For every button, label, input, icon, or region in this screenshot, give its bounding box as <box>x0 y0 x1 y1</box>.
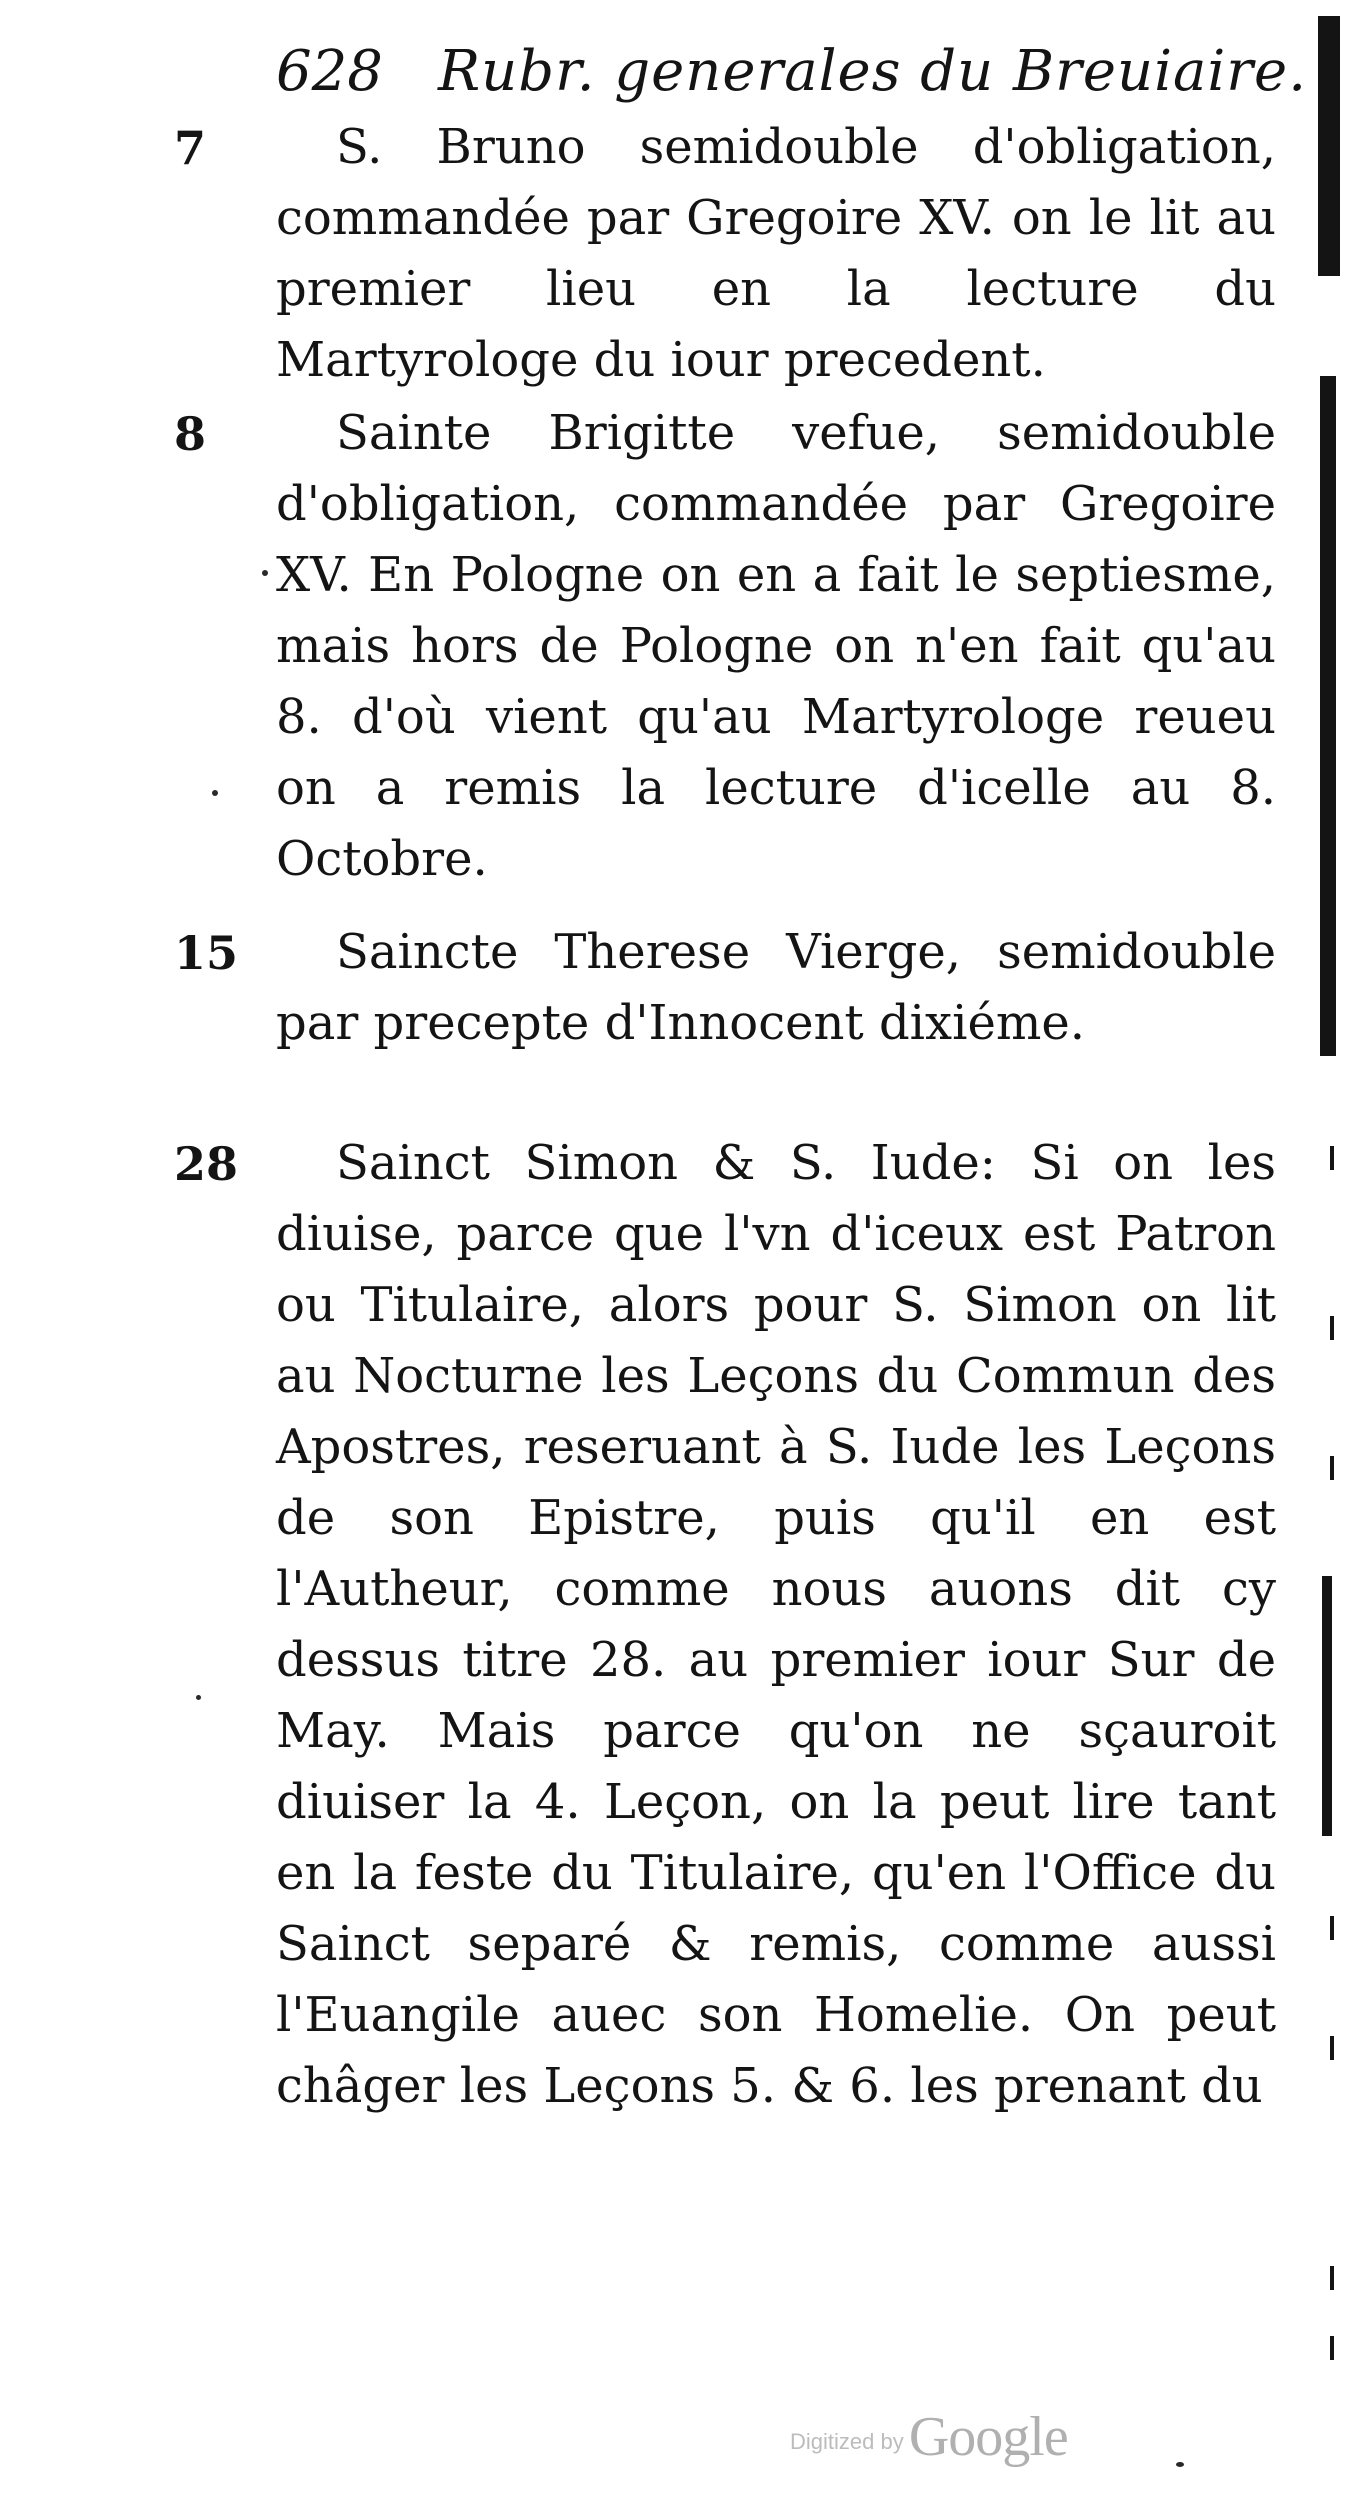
binding-tick <box>1330 1916 1334 1940</box>
day-number: 8 <box>174 407 207 461</box>
page-number: 628 <box>276 39 383 104</box>
binding-tick <box>1330 1316 1334 1340</box>
binding-tick <box>1330 2266 1334 2290</box>
binding-shadow-top <box>1318 16 1340 276</box>
binding-shadow-bottom <box>1322 1576 1332 1836</box>
binding-tick <box>1330 1456 1334 1480</box>
binding-tick <box>1330 2036 1334 2060</box>
day-number: 15 <box>174 926 239 980</box>
ink-speck <box>212 790 218 796</box>
ink-speck <box>196 1695 201 1700</box>
day-number: 7 <box>174 121 207 175</box>
binding-tick <box>1330 1146 1334 1170</box>
day-number: 28 <box>174 1137 239 1191</box>
entry-text: Sainct Simon & S. Iude: Si on les diuise, parce que l'vn d'iceux est Patron ou Titulaire, alors pour S. Simon on lit au Nocturne les Leçons du Commun des Apostres, reseruant à S. Iude les Leçons de son Epistre, puis qu'il en est l'Autheur, comme nous auons dit cy dessus titre 28. au premier iour Sur de May. Mais parce qu'on ne sçauroit diuiser la 4. Leçon, on la peut lire tant en la feste du Titulaire, qu'en l'Office du Sainct separé & remis, comme aussi l'Euangile auec son Homelie. On peut châger les Leçons 5. & 6. les prenant du <box>276 1135 1276 2114</box>
running-head <box>276 32 1307 112</box>
digitized-watermark <box>790 2405 1068 2475</box>
entry-text: S. Bruno semidouble d'obligation, commandée par Gregoire XV. on le lit au premier lieu en la lecture du Martyrologe du iour precedent. <box>276 119 1276 388</box>
binding-tick <box>1330 2336 1334 2360</box>
watermark-brand: Google <box>908 2406 1068 2468</box>
watermark-prefix: Digitized by <box>790 2429 904 2454</box>
ink-speck <box>262 570 268 576</box>
ink-speck <box>1176 2462 1184 2467</box>
entry-text: Saincte Therese Vierge, semidouble par precepte d'Innocent dixiéme. <box>276 924 1276 1051</box>
binding-shadow-middle <box>1320 376 1336 1056</box>
running-title: Rubr. generales du Breuiaire. <box>438 39 1307 104</box>
binding-edge <box>1318 16 1340 2396</box>
entry-text: Sainte Brigitte vefue, semidouble d'obligation, commandée par Gregoire XV. En Pologne on en a fait le septiesme, mais hors de Pologne on n'en fait qu'au 8. d'où vient qu'au Martyrologe reueu on a remis la lecture d'icelle au 8. Octobre. <box>276 405 1276 887</box>
